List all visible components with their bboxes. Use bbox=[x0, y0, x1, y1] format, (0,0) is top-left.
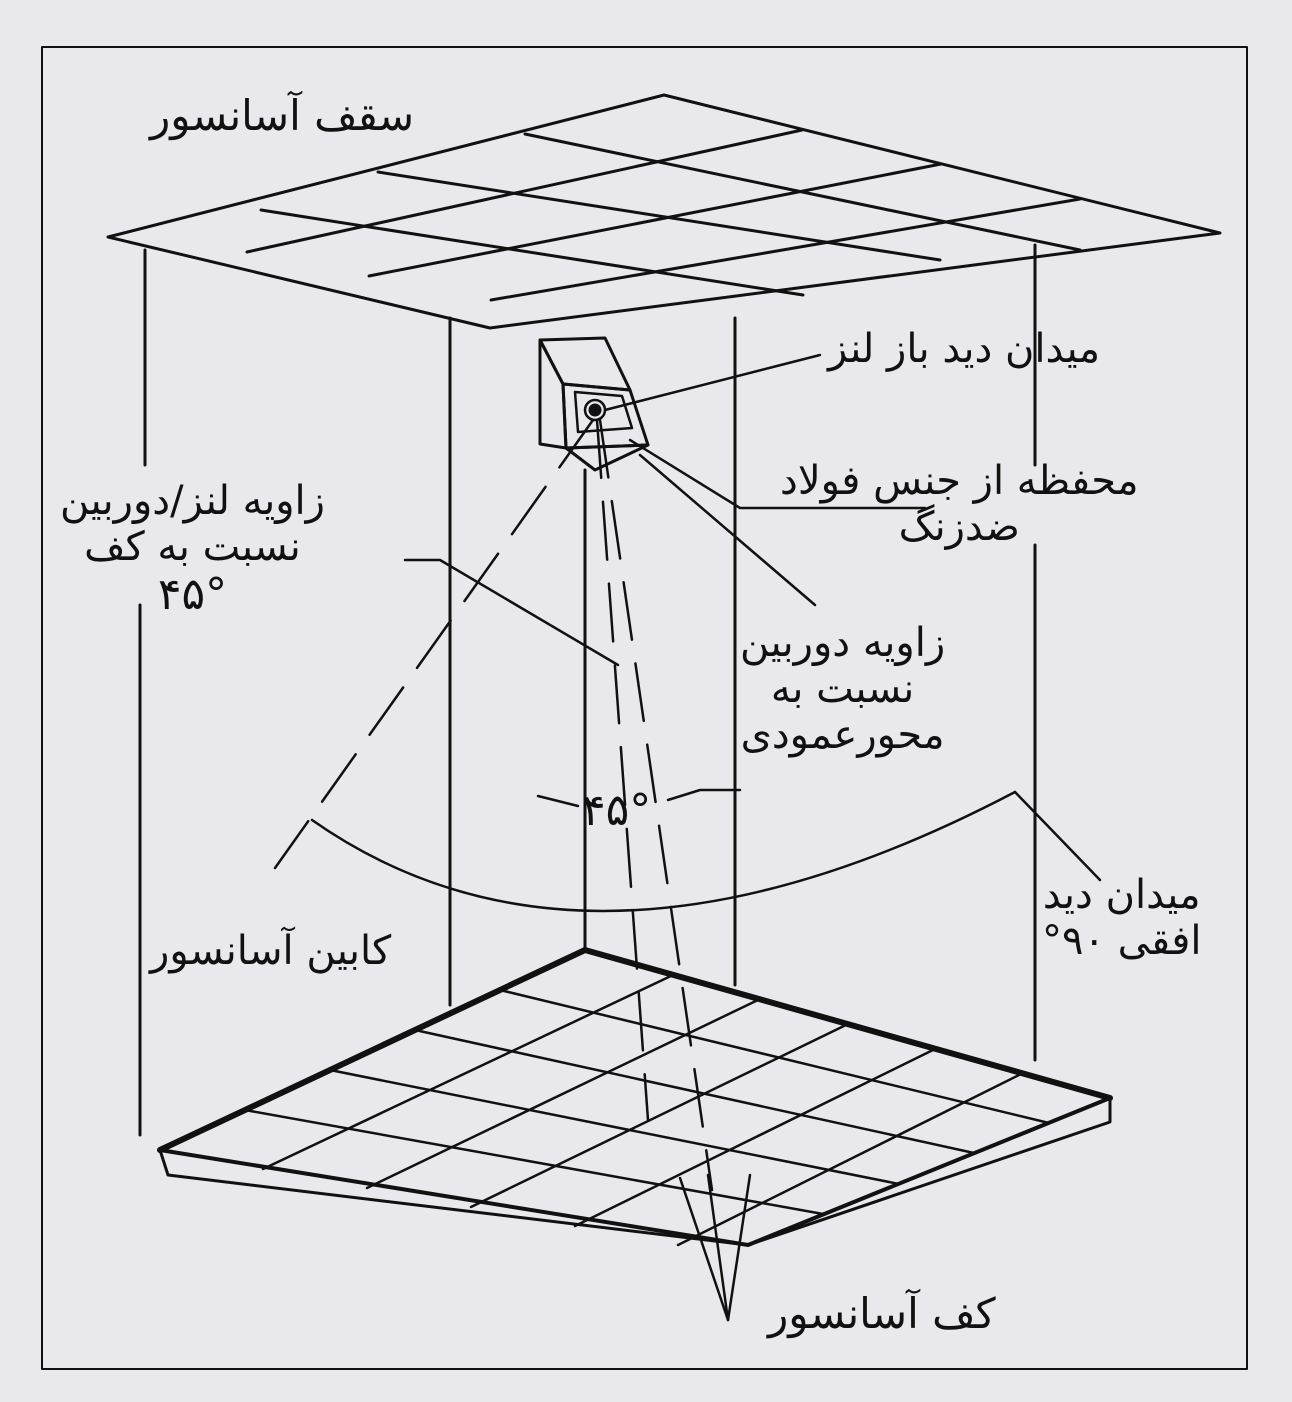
lens-angle-label-line1: زاویه لنز/دوربین bbox=[60, 478, 325, 524]
horizontal-fov-label-line2: افقی ۹۰° bbox=[1042, 918, 1202, 964]
housing-label-line1: محفظه از جنس فولاد bbox=[780, 458, 1139, 504]
ceiling-label: سقف آسانسور bbox=[150, 91, 415, 140]
housing-label-line2: ضدزنگ bbox=[898, 504, 1020, 550]
horizontal-fov-label-line1: میدان دید bbox=[1042, 872, 1201, 918]
lens-angle-label-line2: نسبت به کف bbox=[84, 524, 301, 570]
camera-angle-value: ۴۵° bbox=[582, 785, 652, 836]
lens-icon bbox=[590, 405, 600, 415]
lens-wide-field-label: میدان دید باز لنز bbox=[828, 326, 1101, 372]
camera-angle-label-line3: محورعمودی bbox=[740, 712, 945, 758]
cabin-label: کابین آسانسور bbox=[150, 928, 392, 974]
horizontal-fov-label bbox=[1042, 872, 1202, 964]
outer-frame bbox=[42, 47, 1247, 1369]
housing-label bbox=[780, 458, 1139, 550]
floor-grid bbox=[160, 950, 1110, 1245]
camera-angle-label bbox=[740, 620, 945, 758]
lens-angle-value: ۴۵° bbox=[157, 569, 228, 620]
lens-angle-label bbox=[60, 478, 325, 621]
floor-label: کف آسانسور bbox=[768, 1289, 996, 1338]
camera-angle-label-line1: زاویه دوربین bbox=[740, 620, 946, 666]
camera-angle-label-line2: نسبت به bbox=[770, 666, 915, 712]
